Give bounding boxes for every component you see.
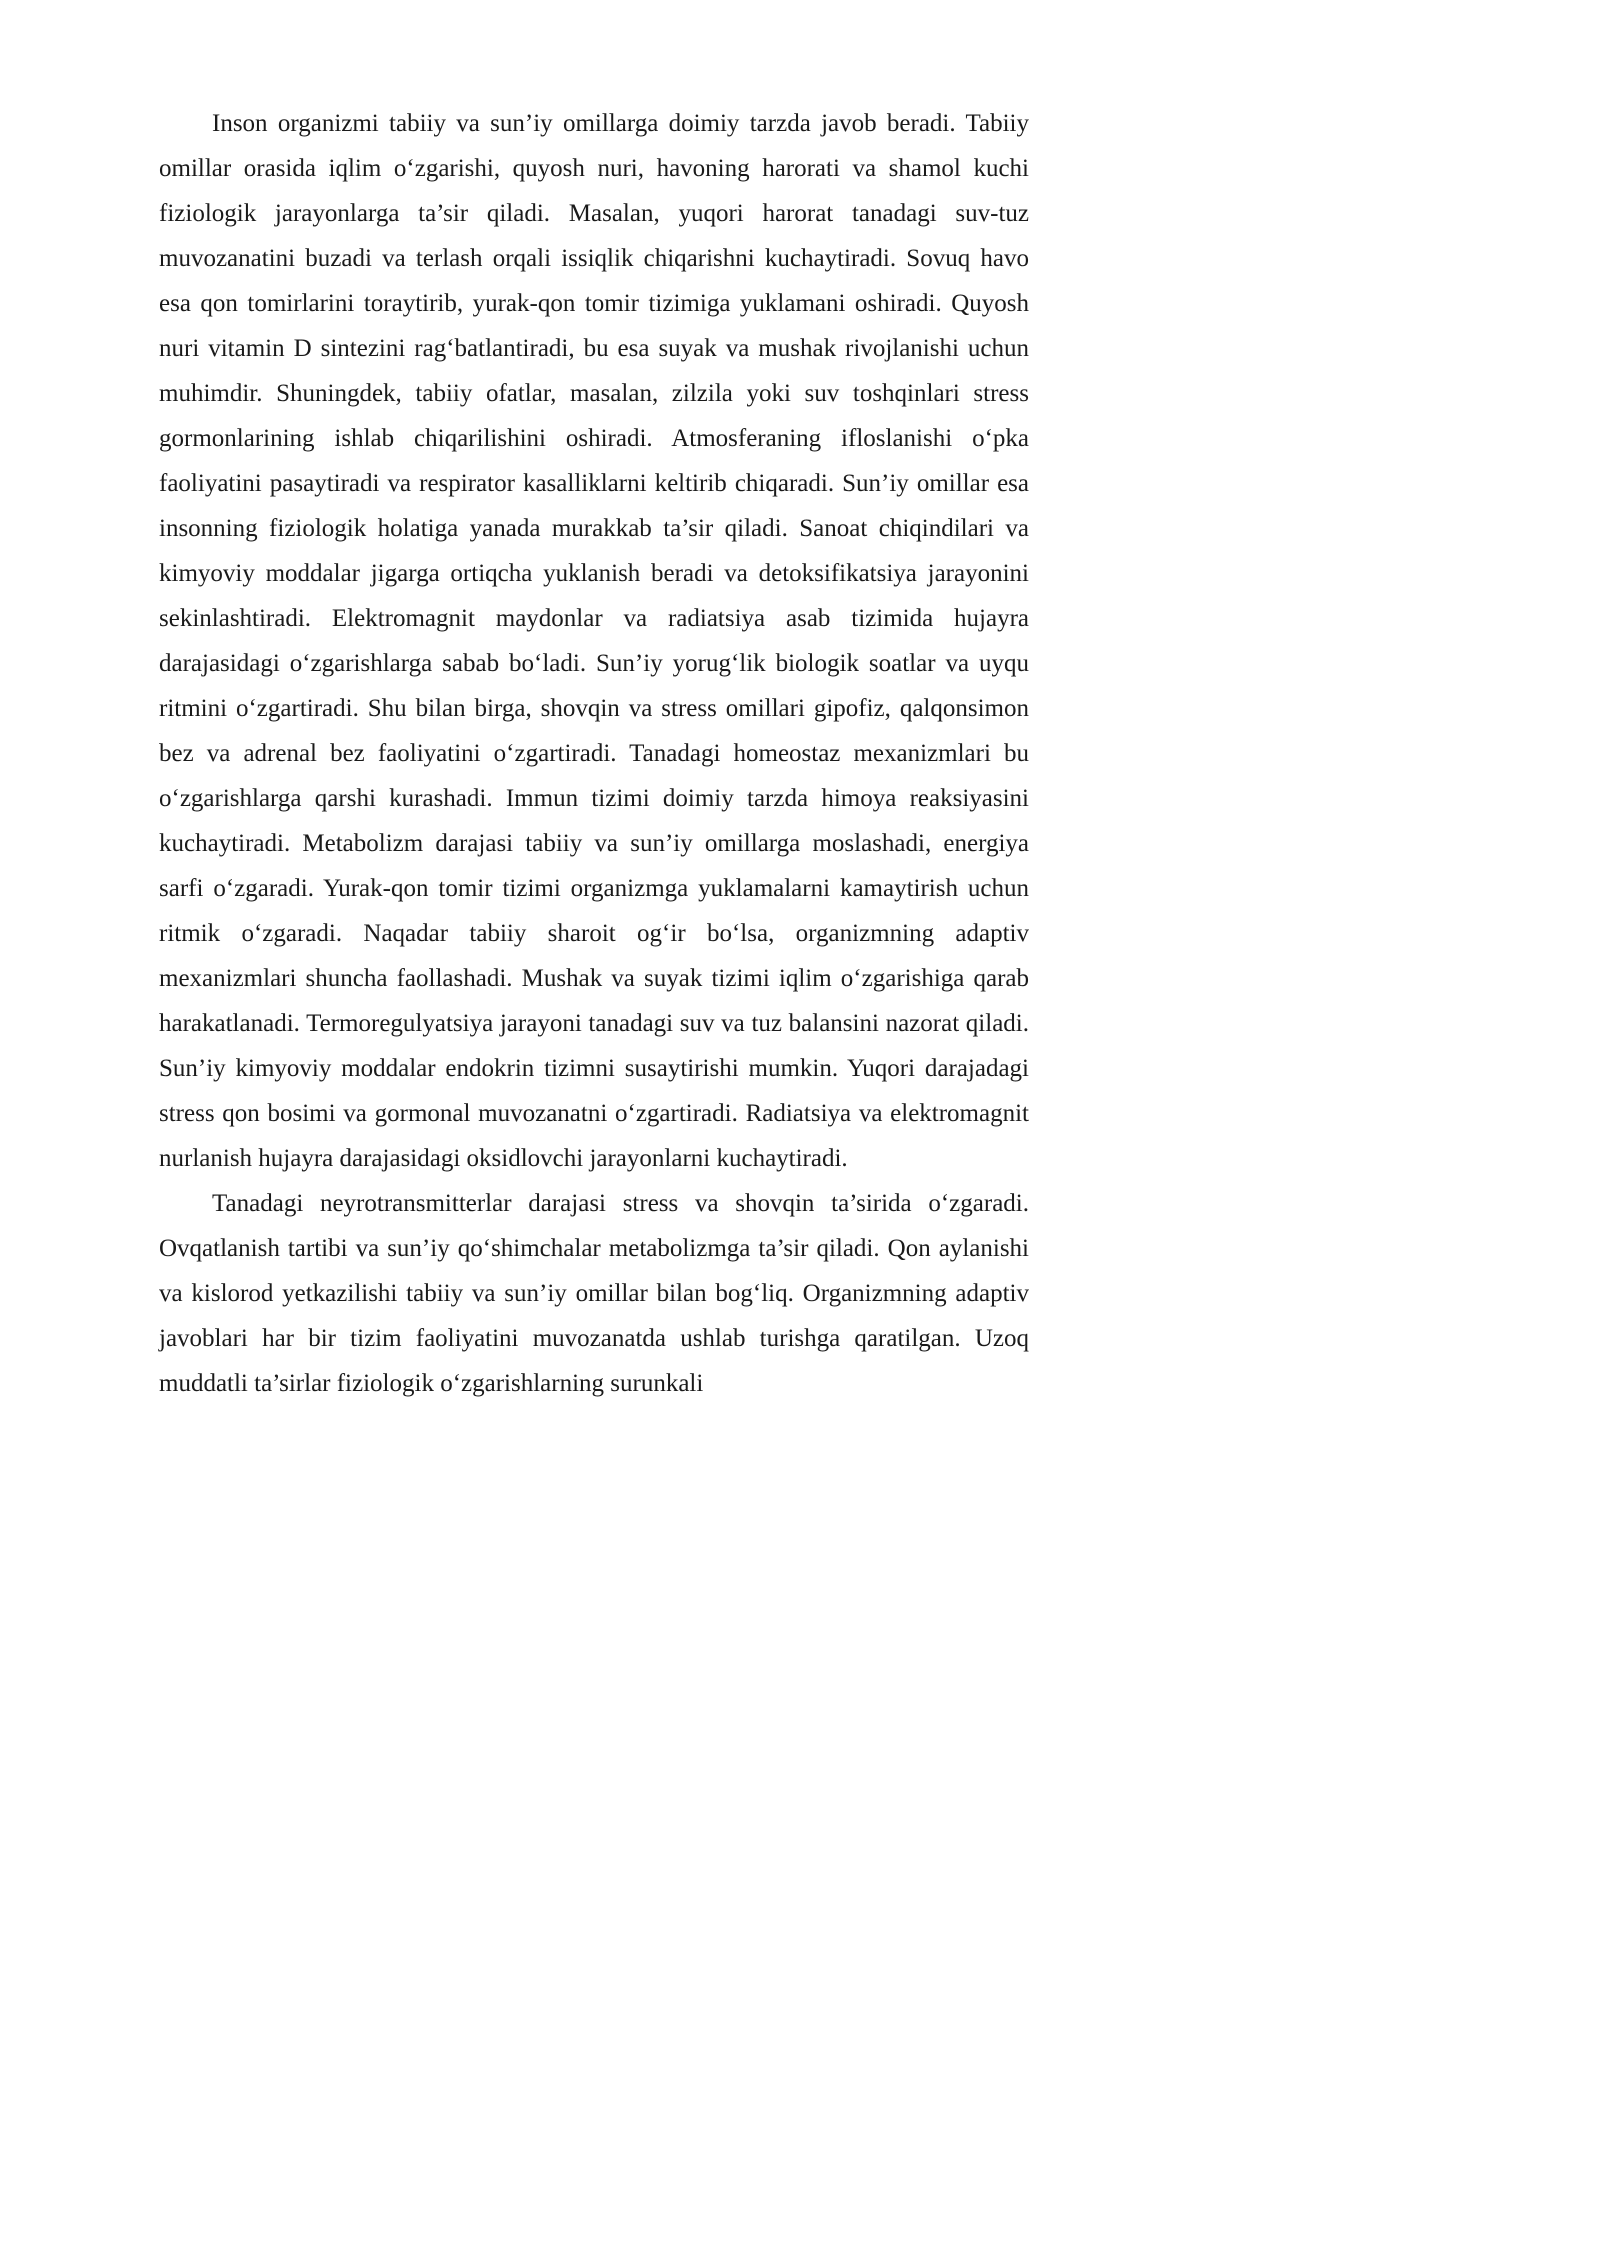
paragraph-2: Tanadagi neyrotransmitterlar darajasi stress va shovqin ta’sirida o‘zgaradi. Ovqatlanish tartibi va sun’iy qo‘shimchalar metabolizmga ta’sir qiladi. Qon aylanishi va kislorod yetkazilishi tabiiy va sun’iy omillar bilan bog‘liq. Organizmning adaptiv javoblari har bir tizim faoliyatini muvozanatda ushlab turishga qaratilgan. Uzoq muddatli ta’sirlar fiziologik o‘zgarishlarning surunkali xyxy=(159,1190,1029,1397)
paragraph-1: Inson organizmi tabiiy va sun’iy omillarga doimiy tarzda javob beradi. Tabiiy omillar orasida iqlim o‘zgarishi, quyosh nuri, havoning harorati va shamol kuchi fiziologik jarayonlarga ta’sir qiladi. Masalan, yuqori harorat tanadagi suv-tuz muvozanatini buzadi va terlash orqali issiqlik chiqarishni kuchaytiradi. Sovuq havo esa qon tomirlarini toraytirib, yurak-qon tomir tizimiga yuklamani oshiradi. Quyosh nuri vitamin D sintezini rag‘batlantiradi, bu esa suyak va mushak rivojlanishi uchun muhimdir. Shuningdek, tabiiy ofatlar, masalan, zilzila yoki suv toshqinlari stress gormonlarining ishlab chiqarilishini oshiradi. Atmosferaning ifloslanishi o‘pka faoliyatini pasaytiradi va respirator kasalliklarni keltirib chiqaradi. Sun’iy omillar esa insonning fiziologik holatiga yanada murakkab ta’sir qiladi. Sanoat chiqindilari va kimyoviy moddalar jigarga ortiqcha yuklanish beradi va detoksifikatsiya jarayonini sekinlashtiradi. Elektromagnit maydonlar va radiatsiya asab tizimida hujayra darajasidagi o‘zgarishlarga sabab bo‘ladi. Sun’iy yorug‘lik biologik soatlar va uyqu ritmini o‘zgartiradi. Shu bilan birga, shovqin va stress omillari gipofiz, qalqonsimon bez va adrenal bez faoliyatini o‘zgartiradi. Tanadagi homeostaz mexanizmlari bu o‘zgarishlarga qarshi kurashadi. Immun tizimi doimiy tarzda himoya reaksiyasini kuchaytiradi. Metabolizm darajasi tabiiy va sun’iy omillarga moslashadi, energiya sarfi o‘zgaradi. Yurak-qon tomir tizimi organizmga yuklamalarni kamaytirish uchun ritmik o‘zgaradi. Naqadar tabiiy sharoit og‘ir bo‘lsa, organizmning adaptiv mexanizmlari shuncha faollashadi. Mushak va suyak tizimi iqlim o‘zgarishiga qarab harakatlanadi. Termoregulyatsiya jarayoni tanadagi suv va tuz balansini nazorat qiladi. Sun’iy kimyoviy moddalar endokrin tizimni susaytirishi mumkin. Yuqori darajadagi stress qon bosimi va gormonal muvozanatni o‘zgartiradi. Radiatsiya va elektromagnit nurlanish hujayra darajasidagi oksidlovchi jarayonlarni kuchaytiradi. xyxy=(159,110,1029,1172)
document-page xyxy=(0,0,1103,1559)
document-body xyxy=(159,101,1029,1406)
